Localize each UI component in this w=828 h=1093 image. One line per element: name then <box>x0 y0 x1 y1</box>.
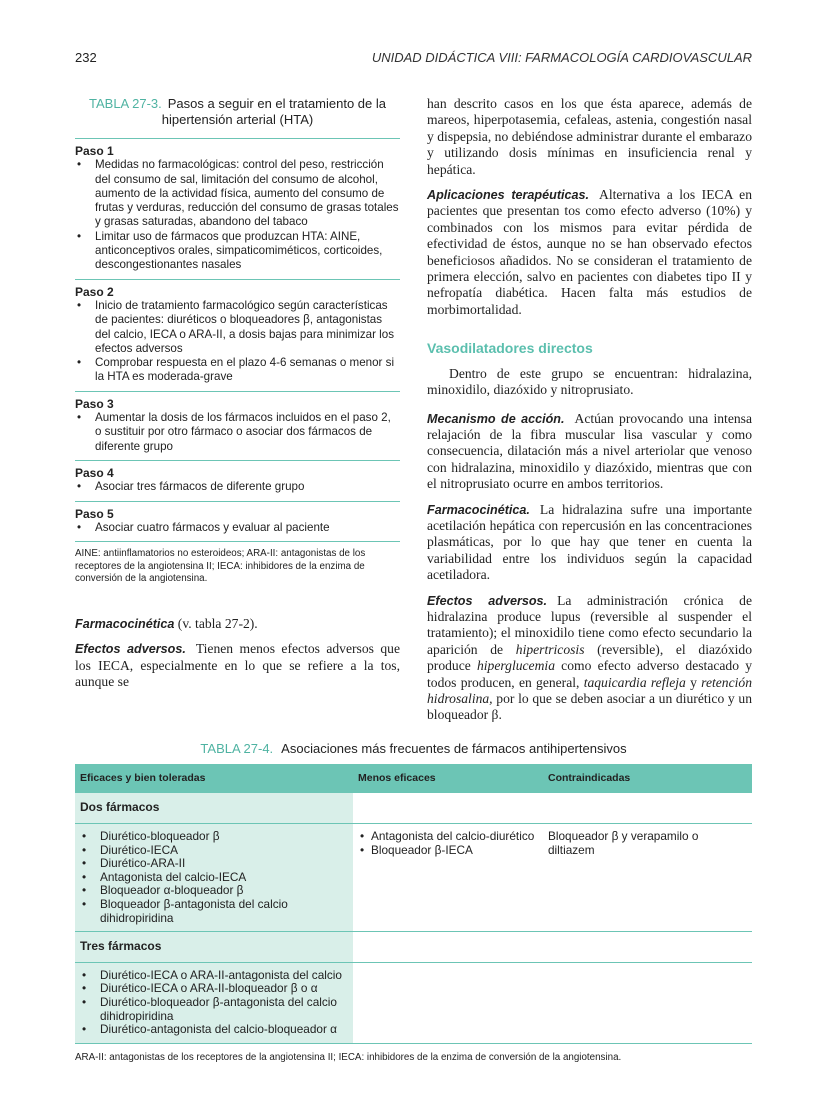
step-1 <box>75 139 400 280</box>
running-head: UNIDAD DIDÁCTICA VIII: FARMACOLOGÍA CARDIOVASCULAR <box>371 50 752 65</box>
table-label: TABLA 27-3. <box>89 96 162 111</box>
group-title: Tres fármacos <box>75 932 353 963</box>
paragraph <box>427 593 752 724</box>
italic-term: hiperglucemia <box>476 658 555 674</box>
list-item: • Diurético-IECA <box>80 844 348 858</box>
group-row <box>75 793 752 823</box>
table-footnote: ARA-II: antagonistas de los receptores de la angiotensina II; IECA: inhibidores de la enzima de conversión de la angiotensina. <box>75 1051 622 1063</box>
table-27-4 <box>75 764 752 1044</box>
list-item: • Bloqueador β-IECA <box>358 844 538 858</box>
page-header <box>75 50 752 96</box>
list-item: • Comprobar respuesta en el plazo 4-6 semanas o menor si la HTA es moderada-grave <box>75 356 400 385</box>
paragraph-text: como efecto adverso destacado y todos producen, en general, <box>427 658 752 690</box>
list-item: • Diurético-antagonista del calcio-bloqueador α <box>80 1023 348 1037</box>
paragraph-text: por lo que se deben asociar a un diurético y un bloqueador β. <box>427 691 752 723</box>
table-label: TABLA 27-4. <box>200 740 274 756</box>
list-item: • Asociar cuatro fármacos y evaluar al paciente <box>75 521 400 535</box>
paragraph <box>427 187 752 318</box>
paragraph <box>75 616 400 632</box>
step-title: Paso 2 <box>75 284 114 299</box>
paragraph-heading: Aplicaciones terapéuticas. <box>427 188 590 203</box>
table-27-3 <box>75 96 400 586</box>
paragraph <box>427 411 752 493</box>
step-3 <box>75 392 400 461</box>
effective-cell <box>75 962 353 1043</box>
list-item: • Aumentar la dosis de los fármacos incluidos en el paso 2, o sustituir por otro fármaco o asociar dos fármacos de diferente grupo <box>75 411 400 454</box>
table-row <box>75 962 752 1043</box>
column-header: Contraindicadas <box>543 764 752 794</box>
paragraph-heading: Efectos adversos. <box>427 593 548 608</box>
paragraph: Dentro de este grupo se encuentran: hidralazina, minoxidilo, diazóxido y nitroprusiato. <box>427 365 752 398</box>
list-item: • Asociar tres fármacos de diferente grupo <box>75 480 400 494</box>
list-item: • Diurético-bloqueador β-antagonista del calcio dihidropiridina <box>80 996 348 1023</box>
list-item: • Diurético-IECA o ARA-II-bloqueador β o α <box>80 982 348 996</box>
paragraph <box>427 502 752 584</box>
paragraph-text: y <box>685 674 702 690</box>
effective-cell <box>75 824 353 932</box>
column-header: Menos eficaces <box>353 764 543 794</box>
paragraph-text: La administración crónica de hidralazina produce lupus (reversible al suspender el tratamiento); el minoxidilo tiene como efecto secundario la aparición de <box>427 592 752 657</box>
group-row <box>75 932 752 963</box>
paragraph <box>75 641 400 690</box>
column-header: Eficaces y bien toleradas <box>75 764 353 794</box>
list-item: • Bloqueador α-bloqueador β <box>80 884 348 898</box>
list-item: • Antagonista del calcio-IECA <box>80 871 348 885</box>
step-5 <box>75 502 400 543</box>
paragraph-heading: Farmacocinética <box>75 616 175 631</box>
step-2 <box>75 280 400 392</box>
two-column-body <box>75 96 752 733</box>
list-item: • Inicio de tratamiento farmacológico según características de pacientes: diuréticos o bloqueadores β, antagonistas del calcio, IECA o ARA-II, a dosis bajas para minimizar los efectos adversos <box>75 299 400 356</box>
paragraph-text: (v. tabla 27-2). <box>174 615 258 631</box>
step-title: Paso 3 <box>75 396 114 411</box>
paragraph-text: Actúan provocando una intensa relajación de la fibra muscular lisa vascular y como consecuencia, dilatación más a nivel arteriolar que venoso con hidralazina, minoxidilo y diazóxido, mientras que con el nitroprusiato ocurre en ambos territorios. <box>427 410 752 492</box>
list-item: • Diurético-bloqueador β <box>80 830 348 844</box>
list-item: • Medidas no farmacológicas: control del peso, restricción del consumo de sal, limitación del consumo de alcohol, aumento de la actividad física, aumento del consumo de frutas y verduras, reducción del consumo de grasas totales y grasas saturadas, abandono del tabaco <box>75 158 400 229</box>
list-item: • Diurético-ARA-II <box>80 857 348 871</box>
step-title: Paso 1 <box>75 144 114 158</box>
step-title: Paso 5 <box>75 506 114 521</box>
italic-term: hipertricosis <box>515 641 585 657</box>
page-number: 232 <box>75 50 97 65</box>
paragraph-heading: Farmacocinética. <box>427 502 530 517</box>
italic-term: taquicardia refleja <box>583 674 686 690</box>
table-caption <box>75 96 400 139</box>
italic-term: retención hidrosalina, <box>427 674 753 706</box>
right-body <box>427 96 752 733</box>
table-header-row <box>75 764 752 794</box>
table-footnote: AINE: antiinflamatorios no esteroideos; ARA-II: antagonistas de los receptores de la angiotensina II; IECA: inhibidores de la enzima de conversión de la angiotensina. <box>75 548 366 585</box>
paragraph-text: Alternativa a los IECA en pacientes que presentan tos como efecto adverso (10%) y combinados con los mismos para evitar pérdida de efectividad de éstos, aunque no se han observado efectos beneficiosos añadidos. No se consideran el tratamiento de primera elección, salvo en pacientes con diabetes tipo II y nefropatía diabética. Hacen falta más estudios de morbimortalidad. <box>427 187 752 317</box>
list-item: • Antagonista del calcio-diurético <box>358 830 538 844</box>
paragraph-heading: Efectos adversos. <box>75 642 186 657</box>
list-item: • Bloqueador β-antagonista del calcio dihidropiridina <box>80 898 348 925</box>
table-title: Pasos a seguir en el tratamiento de la hipertensión arterial (HTA) <box>161 96 386 127</box>
contraindicated-cell: Bloqueador β y verapamilo o diltiazem <box>543 824 752 932</box>
paragraph-heading: Mecanismo de acción. <box>427 411 565 426</box>
section-heading: Vasodilatadores directos <box>427 340 593 357</box>
left-column <box>75 96 400 700</box>
list-item: • Limitar uso de fármacos que produzcan HTA: AINE, anticonceptivos orales, simpaticomiméticos, corticoides, descongestionantes nasales <box>75 230 400 273</box>
table-row <box>75 824 752 932</box>
step-title: Paso 4 <box>75 465 114 480</box>
paragraph-text: Tienen menos efectos adversos que los IECA, especialmente en lo que se refiere a la tos, aunque se <box>75 641 400 690</box>
list-item: • Diurético-IECA o ARA-II-antagonista del calcio <box>80 969 348 983</box>
paragraph-text: (reversible), el diazóxido produce <box>427 641 752 674</box>
group-title: Dos fármacos <box>75 793 353 823</box>
paragraph: han descrito casos en los que ésta aparece, además de mareos, hiperpotasemia, cefaleas, astenia, congestión nasal y dispepsia, no debiéndose administrar durante el embarazo y utilizando dosis mínimas en insuficiencia renal y hepática. <box>427 96 752 177</box>
table-title: Asociaciones más frecuentes de fármacos antihipertensivos <box>281 740 627 756</box>
step-4 <box>75 461 400 502</box>
table-caption <box>75 741 752 756</box>
paragraph-text: La hidralazina sufre una importante acetilación hepática con repercusión en las concentraciones plasmáticas, por lo que hay que tener en cuenta la variabilidad entre los individuos según la capacidad acetiladora. <box>427 501 752 583</box>
less-effective-cell <box>353 824 543 932</box>
left-body <box>75 616 400 691</box>
